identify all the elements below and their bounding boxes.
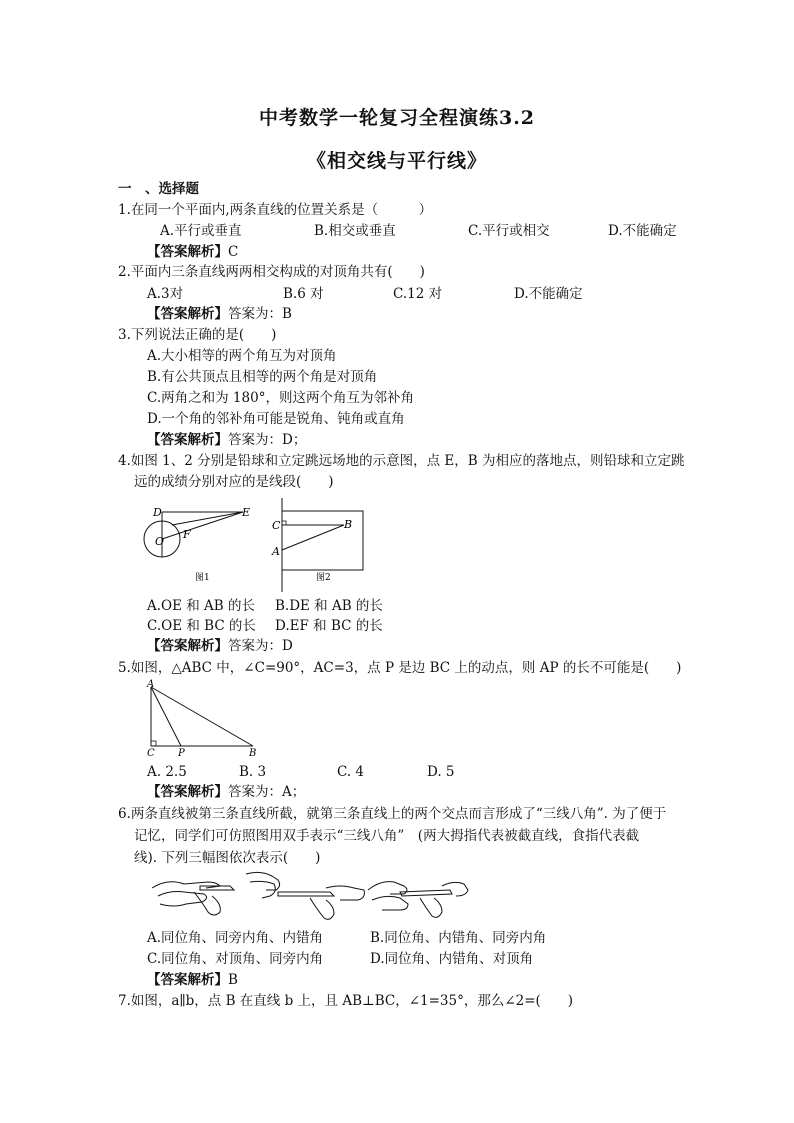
hand-gesture-3 [368,882,468,918]
q6-answer [147,971,238,989]
q2-answer [147,305,292,323]
q6-option-c: C.同位角、对顶角、同旁内角 [147,951,324,967]
q5-option-d: D. 5 [427,764,455,780]
q6-option-b: B.同位角、内错角、同旁内角 [370,930,547,946]
q4-figure1 [140,500,260,590]
q3-stem: 3.下列说法正确的是( ) [118,327,277,343]
hand-gesture-1 [152,882,234,915]
q3-option-c: C.两角之和为 180°，则这两个角互为邻补角 [147,390,414,406]
q4-figure2 [268,498,368,592]
label-a: A [147,679,155,690]
hand-gesture-2 [246,872,364,919]
answer-label: 【答案解析】 [147,638,228,654]
q4-answer [147,637,293,655]
answer-label: 【答案解析】 [147,784,228,800]
q1-stem: 1.在同一个平面内,两条直线的位置关系是（ ） [118,202,433,218]
label-p: P [178,748,185,758]
q2-option-d: D.不能确定 [514,286,583,302]
q6-option-a: A.同位角、同旁内角、内错角 [147,930,324,946]
q6-answer-value: B [228,972,238,988]
answer-label: 【答案解析】 [147,432,228,448]
q2-option-c: C.12 对 [393,286,443,302]
label-a: A [272,545,280,558]
label-b: B [344,518,353,531]
q1-option-a: A.平行或垂直 [160,223,242,239]
q1-option-b: B.相交或垂直 [314,223,396,239]
section-heading: 一 、选择题 [118,181,199,197]
q1-answer [147,243,238,261]
q5-answer-value: 答案为：A； [228,784,306,800]
q2-answer-value: 答案为：B [228,306,292,322]
answer-label: 【答案解析】 [147,972,228,988]
q5-stem: 5.如图，△ABC 中，∠C=90°，AC=3，点 P 是边 BC 上的动点，则 AP 的长不可能是( ) [118,660,682,676]
q6-stem-line2: 记忆，同学们可仿照图用双手表示“三线八角” (两大拇指代表被截直线，食指代表截 [134,828,640,844]
label-d: D [153,506,162,519]
q4-option-d: D.EF 和 BC 的长 [275,618,383,634]
q4-option-b: B.DE 和 AB 的长 [275,598,383,614]
label-c: C [272,519,281,532]
q3-option-b: B.有公共顶点且相等的两个角是对顶角 [147,369,378,385]
q2-option-a: A.3对 [147,286,184,302]
q5-figure [142,678,262,758]
q4-option-c: C.OE 和 BC 的长 [147,618,256,634]
q3-answer [147,431,306,449]
label-f: F [183,528,191,541]
line-ab [282,525,344,550]
label-o: O [155,535,165,548]
q5-option-c: C. 4 [337,764,365,780]
label-b: B [249,748,257,758]
q6-stem-line3: 线). 下列三幅图依次表示( ) [134,850,321,866]
q5-answer [147,783,305,801]
q2-option-b: B.6 对 [283,286,324,302]
q5-option-a: A. 2.5 [147,764,187,780]
q2-stem: 2.平面内三条直线两两相交构成的对顶角共有( ) [118,264,425,280]
document-title: 中考数学一轮复习全程演练3.2 [258,107,536,129]
line-fe [172,512,243,525]
figure1-caption: 图1 [195,573,210,583]
right-angle-mark [282,521,286,525]
q5-option-b: B. 3 [239,764,267,780]
q3-option-a: A.大小相等的两个角互为对顶角 [147,348,337,364]
q7-stem: 7.如图，a∥b，点 B 在直线 b 上，且 AB⊥BC，∠1=35°，那么∠2=( ) [118,993,574,1009]
q4-stem-line2: 远的成绩分别对应的是线段( ) [134,474,334,490]
label-e: E [242,506,251,519]
q6-hand-figures [150,868,470,924]
q1-option-d: D.不能确定 [608,223,677,239]
answer-label: 【答案解析】 [147,244,228,260]
q4-answer-value: 答案为：D [228,638,293,654]
answer-label: 【答案解析】 [147,306,228,322]
q1-answer-value: C [228,244,239,260]
right-angle-mark [151,741,156,746]
q6-stem-line1: 6.两条直线被第三条直线所截，就第三条直线上的两个交点而言形成了“三线八角”. 为了便于 [118,806,667,822]
q4-stem-line1: 4.如图 1、2 分别是铅球和立定跳远场地的示意图，点 E，B 为相应的落地点，则铅球和立定跳 [118,453,685,469]
q3-option-d: D.一个角的邻补角可能是锐角、钝角或直角 [147,411,405,427]
document-subtitle: 《相交线与平行线》 [306,150,487,172]
label-c: C [147,748,155,758]
q6-option-d: D.同位角、内错角、对顶角 [370,951,534,967]
q3-answer-value: 答案为：D； [228,432,307,448]
q4-option-a: A.OE 和 AB 的长 [147,598,256,614]
q1-option-c: C.平行或相交 [468,223,550,239]
figure2-caption: 图2 [316,573,331,583]
